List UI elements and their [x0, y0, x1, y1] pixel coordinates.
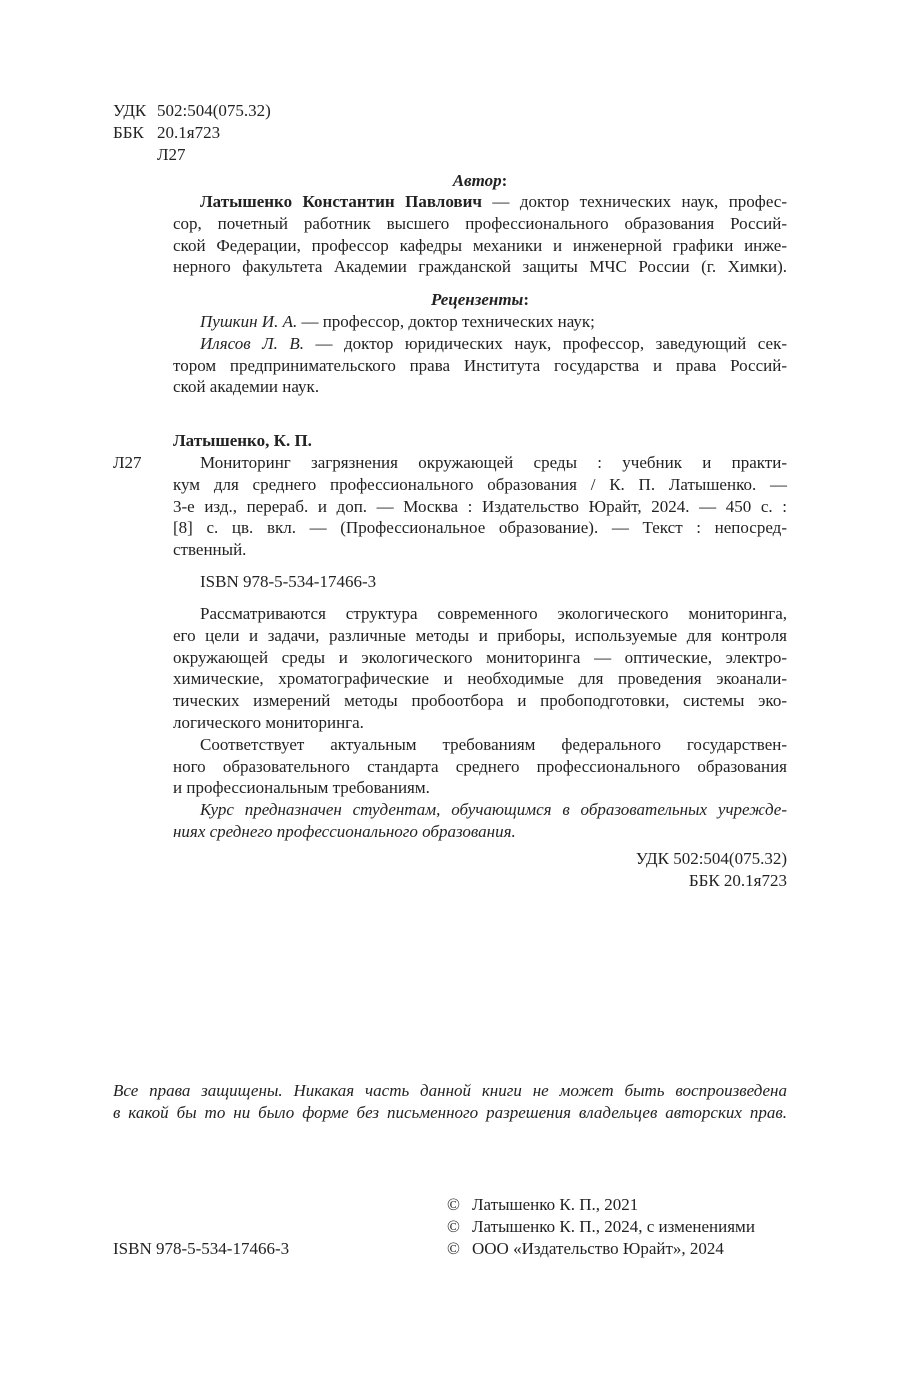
author-bio — [173, 191, 787, 278]
copyright-holder: Латышенко К. П., 2024, с изменениями — [472, 1216, 755, 1236]
reviewer-text: — доктор юридических наук, профессор, заведующий сек- — [304, 333, 787, 353]
copyright-line — [447, 1216, 787, 1238]
reviewer-line — [173, 311, 787, 333]
bbk-value: 20.1я723 — [157, 122, 221, 142]
reviewer-line: ской академии наук. — [173, 377, 320, 397]
bib-description-line: [8] с. цв. вкл. — (Профессиональное образование). — Текст : непосред- — [173, 518, 787, 538]
author-sign: Л27 — [157, 144, 186, 164]
udk-label: УДК — [113, 101, 147, 120]
copyright-symbol: © — [447, 1195, 460, 1214]
bib-description-line: Мониторинг загрязнения окружающей среды : учебник и практи- — [200, 453, 787, 472]
copyright-symbol: © — [447, 1238, 460, 1258]
copyright-line — [447, 1238, 787, 1260]
index-footer — [173, 848, 787, 892]
author-heading-colon: : — [501, 171, 508, 190]
copyright-line — [447, 1194, 787, 1216]
reviewers-heading — [173, 289, 787, 311]
author-bio-line: сор, почетный работник высшего профессионального образования Россий- — [173, 213, 787, 233]
udk-value: 502:504(075.32) — [157, 101, 271, 120]
bib-description-line: кум для среднего профессионального образования / К. П. Латышенко. — — [173, 474, 787, 494]
annotation-line: Рассматриваются структура современного экологического мониторинга, — [200, 604, 787, 623]
annotation-line: ного образовательного стандарта среднего профессионального образования — [173, 756, 787, 776]
footer-isbn: ISBN 978-5-534-17466-3 — [113, 1239, 290, 1258]
reviewer-line — [173, 333, 787, 355]
author-bio-line — [173, 191, 787, 213]
reviewers-heading-colon: : — [523, 290, 530, 309]
annotation-line: и профессиональным требованиям. — [173, 778, 430, 798]
bib-description — [173, 452, 787, 561]
annotation-line: окружающей среды и экологического мониторинга — оптические, электро- — [173, 647, 787, 667]
annotation-line: его цели и задачи, различные методы и приборы, используемые для контроля — [173, 625, 787, 645]
index-bbk: ББК 20.1я723 — [688, 870, 787, 890]
copyright-block — [447, 1194, 787, 1259]
copyright-symbol: © — [447, 1216, 460, 1236]
annotation-line: логического мониторинга. — [173, 712, 364, 732]
isbn: ISBN 978-5-534-17466-3 — [200, 572, 377, 591]
udk-row — [113, 100, 433, 122]
classification-header — [113, 100, 433, 165]
rights-notice-line: Все права защищены. Никакая часть данной книги не может быть воспроизведена — [113, 1081, 787, 1100]
author-name: Латышенко Константин Павлович — [200, 192, 482, 211]
annotation-line: Соответствует актуальным требованиям федерального государствен- — [200, 734, 787, 754]
bib-heading: Латышенко, К. П. — [173, 431, 312, 450]
bib-description-line: 3-е изд., перераб. и доп. — Москва : Издательство Юрайт, 2024. — 450 с. : — [173, 496, 787, 516]
bbk-label: ББК — [113, 122, 144, 142]
author-heading-text: Автор — [452, 171, 502, 190]
reviewer-line: тором предпринимательского права Института государства и права Россий- — [173, 355, 787, 375]
reviewer-name: Пушкин И. А. — [200, 312, 298, 331]
author-bio-line: ской Федерации, профессор кафедры механики и инженерной графики инже- — [173, 235, 787, 255]
author-sign-margin: Л27 — [113, 453, 142, 472]
annotation-line: ниях среднего профессионального образования. — [173, 821, 516, 841]
reviewers-list — [173, 311, 787, 398]
author-bio-text: — доктор технических наук, профес- — [481, 192, 787, 211]
bib-description-line: ственный. — [173, 540, 247, 560]
author-heading — [173, 170, 787, 192]
index-udk: УДК 502:504(075.32) — [635, 849, 787, 868]
copyright-holder: ООО «Издательство Юрайт», 2024 — [472, 1238, 724, 1258]
rights-notice-line: в какой бы то ни было форме без письменного разрешения владельцев авторских прав. — [113, 1102, 787, 1122]
annotation-line: химические, хроматографические и необходимые для проведения экоанали- — [173, 669, 787, 689]
reviewer-name: Илясов Л. В. — [200, 333, 305, 353]
reviewer-text: — профессор, доктор технических наук; — [297, 312, 595, 331]
reviewers-heading-text: Рецензенты — [430, 290, 524, 309]
bbk-row — [113, 122, 433, 144]
annotation-line: тических измерений методы пробоотбора и пробоподготовки, системы эко- — [173, 691, 787, 711]
rights-notice — [113, 1080, 787, 1124]
copyright-holder: Латышенко К. П., 2021 — [472, 1195, 639, 1214]
author-bio-line: нерного факультета Академии гражданской защиты МЧС России (г. Химки). — [173, 257, 787, 277]
annotation-line: Курс предназначен студентам, обучающимся в образовательных учрежде- — [200, 800, 787, 820]
annotation — [173, 603, 787, 843]
